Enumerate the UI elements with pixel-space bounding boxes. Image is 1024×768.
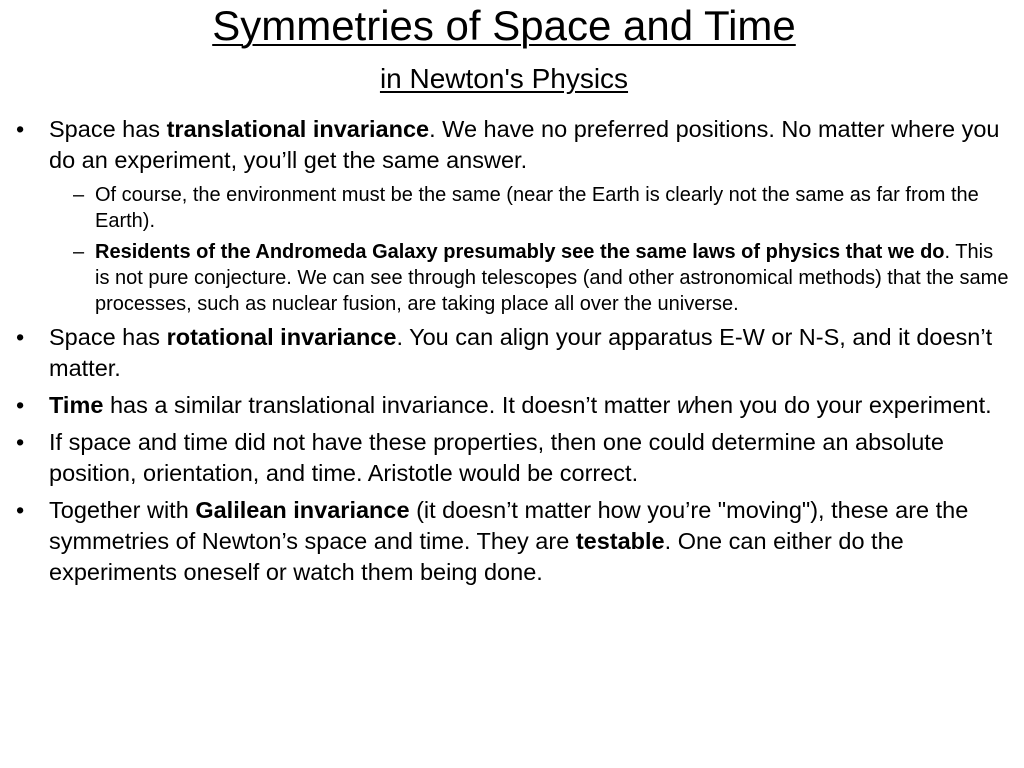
- bullet-text: (it doesn’t matter how you’re "moving"), these are the symmetries of Newton’s space and time. They are: [49, 497, 969, 554]
- bullet-text: . One can either do the experiments oneself or watch them being done.: [49, 528, 904, 585]
- bullet-text: . We have no preferred positions. No matter where you do an experiment, you’ll get the same answer.: [49, 116, 1000, 173]
- bullet-time-invariance: [16, 390, 1012, 421]
- bullet-text: Space has: [49, 116, 167, 142]
- bullet-emphasis: translational invariance: [166, 116, 430, 142]
- bullet-text: If space and time did not have these properties, then one could determine an absolute position, orientation, and time. Aristotle would be correct.: [49, 429, 944, 486]
- subbullet-text: Of course, the environment must be the same (near the Earth is clearly not the same as far from the Earth).: [95, 184, 979, 232]
- bullet-rotational-invariance: [16, 322, 1012, 384]
- subbullet-environment: [16, 182, 1012, 234]
- bullet-text: Space has: [49, 324, 167, 350]
- bullet-text: has a similar translational invariance. It doesn’t matter: [103, 392, 677, 418]
- bullet-dot-icon: •: [16, 497, 25, 523]
- bullet-dot-icon: •: [16, 429, 25, 455]
- subbullet-emphasis: Residents of the Andromeda Galaxy presumably see the same laws of physics that we do: [95, 241, 945, 263]
- subbullet-andromeda: [16, 239, 1012, 317]
- bullet-emphasis: rotational invariance: [166, 324, 397, 350]
- bullet-text: hen you do your experiment.: [693, 392, 992, 418]
- bullet-galilean-invariance: [16, 495, 1012, 588]
- dash-icon: –: [73, 241, 85, 263]
- bullet-text: . You can align your apparatus E-W or N-S, and it doesn’t matter.: [49, 324, 993, 381]
- bullet-emphasis: testable: [575, 528, 665, 554]
- subbullet-text: . This is not pure conjecture. We can see through telescopes (and other astronomical methods) that the same processes, such as nuclear fusion, are taking place all over the universe.: [95, 241, 1009, 315]
- bullet-aristotle: [16, 427, 1012, 489]
- slide-title: Symmetries of Space and Time: [212, 2, 796, 49]
- bullet-italic: w: [676, 392, 694, 418]
- bullet-text: Together with: [49, 497, 196, 523]
- bullet-list: [16, 114, 1012, 594]
- bullet-emphasis: Galilean invariance: [195, 497, 410, 523]
- bullet-dot-icon: •: [16, 392, 25, 418]
- bullet-dot-icon: •: [16, 116, 25, 142]
- bullet-translational-invariance: [16, 114, 1012, 176]
- bullet-dot-icon: •: [16, 324, 25, 350]
- slide-subtitle: in Newton's Physics: [379, 63, 629, 94]
- bullet-emphasis: Time: [49, 392, 104, 418]
- dash-icon: –: [73, 184, 85, 206]
